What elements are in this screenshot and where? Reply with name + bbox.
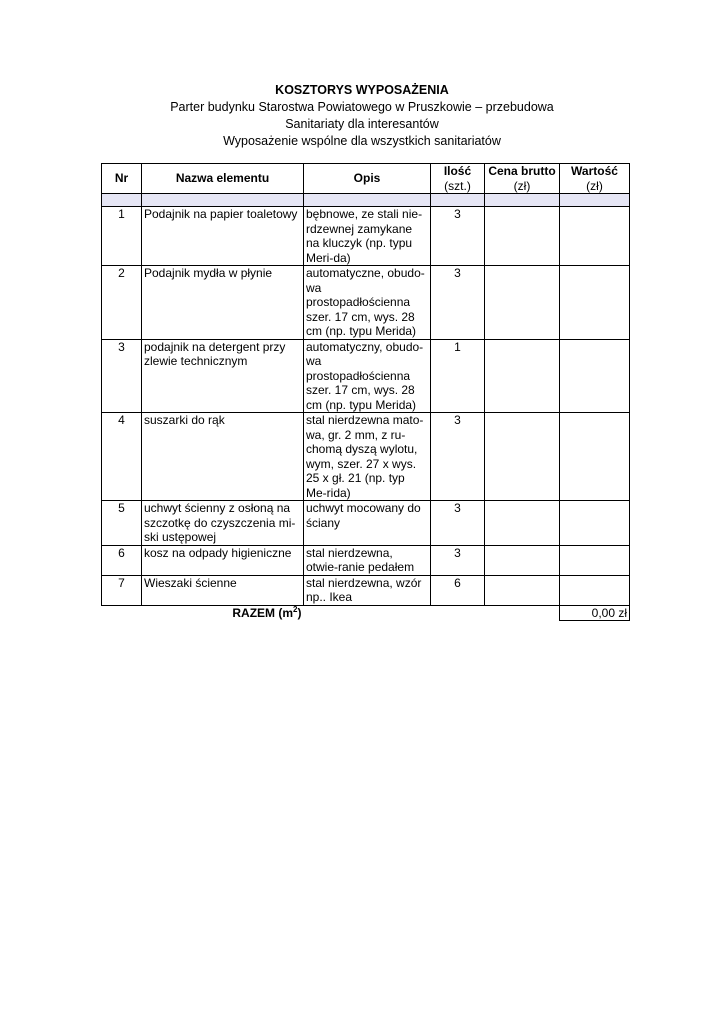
cell-nr: 5 (102, 501, 142, 546)
cell-name: podajnik na detergent przy zlewie technicznym (142, 339, 304, 413)
cell-price (485, 266, 560, 340)
cell-qty: 1 (431, 339, 485, 413)
cell-value (560, 339, 630, 413)
table-row (102, 501, 630, 546)
cell-desc: automatyczne, obudo-wa prostopadłościenna szer. 17 cm, wys. 28 cm (np. typu Merida) (304, 266, 431, 340)
total-label: RAZEM $(m^2)$ (232, 604, 302, 620)
cell-qty: 6 (431, 575, 485, 605)
cell-price (485, 207, 560, 266)
cell-value (560, 266, 630, 340)
cell-nr: 4 (102, 413, 142, 501)
col-header-name: Nazwa elementu (142, 164, 304, 194)
cell-desc: bębnowe, ze stali nie-rdzewnej zamykane na kluczyk (np. typu Meri-da) (304, 207, 431, 266)
cell-desc: automatyczny, obudo-wa prostopadłościenna szer. 17 cm, wys. 28 cm (np. typu Merida) (304, 339, 431, 413)
cell-price (485, 339, 560, 413)
cell-value (560, 207, 630, 266)
cell-nr: 1 (102, 207, 142, 266)
document-title: KOSZTORYS WYPOSAŻENIA (275, 83, 449, 97)
total-value: 0,00 zł (560, 605, 630, 621)
cell-qty: 3 (431, 266, 485, 340)
document-header (0, 82, 724, 150)
table-row (102, 575, 630, 605)
cell-value (560, 545, 630, 575)
cell-qty: 3 (431, 413, 485, 501)
cell-value (560, 501, 630, 546)
cell-desc: stal nierdzewna, wzór np.. Ikea (304, 575, 431, 605)
col-header-nr: Nr (102, 164, 142, 194)
document-subtitle-building: Parter budynku Starostwa Powiatowego w Pruszkowie – przebudowa (170, 100, 554, 114)
cell-price (485, 575, 560, 605)
cell-nr: 3 (102, 339, 142, 413)
table-row (102, 207, 630, 266)
cell-qty: 3 (431, 545, 485, 575)
cell-value (560, 413, 630, 501)
table-row (102, 339, 630, 413)
cell-name: Wieszaki ścienne (142, 575, 304, 605)
cell-value (560, 575, 630, 605)
cell-nr: 6 (102, 545, 142, 575)
cell-desc: uchwyt mocowany do ściany (304, 501, 431, 546)
col-header-price: Cena brutto (zł) (485, 164, 560, 194)
table-header-row (102, 164, 630, 194)
table-row (102, 413, 630, 501)
cell-qty: 3 (431, 501, 485, 546)
cell-name: suszarki do rąk (142, 413, 304, 501)
cell-desc: stal nierdzewna, otwie-ranie pedałem (304, 545, 431, 575)
cost-table (101, 163, 630, 621)
cell-nr: 2 (102, 266, 142, 340)
cell-price (485, 545, 560, 575)
col-header-qty: Ilość (szt.) (431, 164, 485, 194)
cell-price (485, 413, 560, 501)
cell-name: kosz na odpady higieniczne (142, 545, 304, 575)
cell-name: Podajnik mydła w płynie (142, 266, 304, 340)
document-subtitle-area: Sanitariaty dla interesantów (285, 117, 439, 131)
cell-qty: 3 (431, 207, 485, 266)
col-header-desc: Opis (304, 164, 431, 194)
table-row (102, 545, 630, 575)
cell-name: Podajnik na papier toaletowy (142, 207, 304, 266)
cell-nr: 7 (102, 575, 142, 605)
document-subtitle-scope: Wyposażenie wspólne dla wszystkich sanitariatów (223, 134, 501, 148)
table-header-band (102, 194, 630, 207)
cell-name: uchwyt ścienny z osłoną na szczotkę do czyszczenia mi-ski ustępowej (142, 501, 304, 546)
total-row (102, 605, 630, 621)
cell-desc: stal nierdzewna mato-wa, gr. 2 mm, z ru-chomą dyszą wylotu, wym, szer. 27 x wys. 25 x gł. 21 (np. typ Me-rida) (304, 413, 431, 501)
table-row (102, 266, 630, 340)
col-header-value: Wartość (zł) (560, 164, 630, 194)
cell-price (485, 501, 560, 546)
